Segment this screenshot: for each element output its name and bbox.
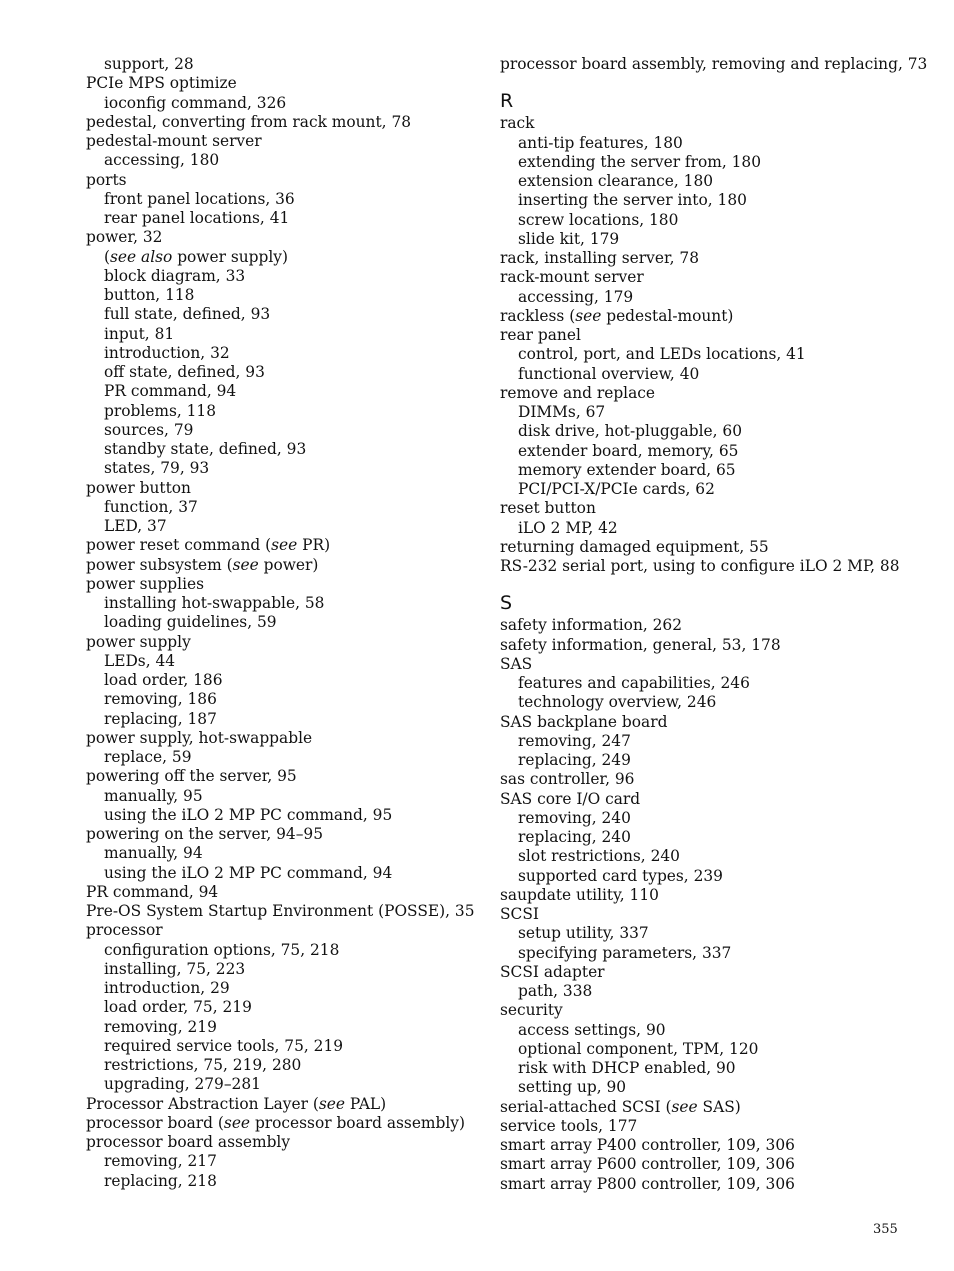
entry-text: using the iLO 2 MP PC command, 95 xyxy=(104,805,393,824)
entry-text: rackless ( xyxy=(500,306,576,325)
index-entry xyxy=(500,770,920,789)
entry-text: processor board assembly) xyxy=(250,1113,465,1132)
index-subentry xyxy=(86,151,486,170)
entry-text: control, port, and LEDs locations, 41 xyxy=(518,345,806,364)
entry-text: processor board assembly, removing and replacing, 73 xyxy=(500,55,928,73)
index-subentry xyxy=(500,153,920,172)
index-entry xyxy=(86,825,486,844)
entry-text: specifying parameters, 337 xyxy=(518,943,732,962)
index-subentry xyxy=(86,498,486,517)
index-subentry xyxy=(86,864,486,883)
index-entry xyxy=(86,556,486,575)
index-entry xyxy=(500,790,920,809)
entry-text: anti-tip features, 180 xyxy=(518,133,683,152)
index-subentry xyxy=(86,305,486,324)
index-subentry xyxy=(86,344,486,363)
entry-text: power subsystem ( xyxy=(86,555,233,574)
index-entry xyxy=(500,268,920,287)
page-number: 355 xyxy=(873,1222,898,1237)
index-subentry xyxy=(500,982,920,1001)
index-entry xyxy=(500,384,920,403)
entry-text: access settings, 90 xyxy=(518,1020,666,1039)
index-subentry xyxy=(500,519,920,538)
index-subentry xyxy=(500,751,920,770)
entry-text: power supply) xyxy=(172,247,288,266)
entry-text: powering on the server, 94–95 xyxy=(86,825,323,843)
index-subentry xyxy=(86,613,486,632)
entry-text: configuration options, 75, 218 xyxy=(104,940,340,959)
entry-text: problems, 118 xyxy=(104,401,217,420)
entry-text: risk with DHCP enabled, 90 xyxy=(518,1059,736,1077)
entry-text: technology overview, 246 xyxy=(518,693,717,712)
entry-text: rear panel locations, 41 xyxy=(104,209,290,227)
entry-text: powering off the server, 95 xyxy=(86,767,297,786)
index-subentry xyxy=(86,286,486,305)
entry-text: loading guidelines, 59 xyxy=(104,613,277,632)
entry-text: reset button xyxy=(500,499,596,518)
index-subentry xyxy=(500,230,920,249)
index-subentry xyxy=(500,693,920,712)
entry-text: function, 37 xyxy=(104,497,198,516)
entry-text: processor board assembly xyxy=(86,1133,291,1151)
index-entry xyxy=(86,575,486,594)
entry-text: input, 81 xyxy=(104,324,175,343)
index-subentry xyxy=(500,1078,920,1097)
entry-text: setting up, 90 xyxy=(518,1078,627,1097)
index-subentry xyxy=(86,806,486,825)
entry-text: load order, 75, 219 xyxy=(104,998,252,1017)
entry-text: PCIe MPS optimize xyxy=(86,74,237,93)
index-entry xyxy=(86,132,486,151)
entry-text: functional overview, 40 xyxy=(518,364,700,383)
entry-text: path, 338 xyxy=(518,982,593,1000)
entry-text: ( xyxy=(104,247,111,266)
index-entry xyxy=(86,633,486,652)
entry-text: replacing, 218 xyxy=(104,1171,217,1190)
entry-text: SCSI xyxy=(500,905,539,923)
entry-text: manually, 94 xyxy=(104,844,203,863)
index-subentry xyxy=(86,55,486,74)
index-subentry xyxy=(86,979,486,998)
entry-text: removing, 219 xyxy=(104,1017,217,1036)
entry-text: LEDs, 44 xyxy=(104,651,176,670)
index-entry xyxy=(500,616,920,635)
entry-text: RS-232 serial port, using to configure iLO 2 MP, 88 xyxy=(500,557,900,575)
cross-reference-word: see xyxy=(223,1113,251,1132)
entry-text: introduction, 29 xyxy=(104,979,230,997)
entry-text: front panel locations, 36 xyxy=(104,189,295,208)
index-subentry xyxy=(500,134,920,153)
index-subentry xyxy=(500,867,920,886)
index-subentry xyxy=(500,288,920,307)
index-entry xyxy=(500,713,920,732)
entry-text: sas controller, 96 xyxy=(500,770,635,789)
entry-text: installing hot-swappable, 58 xyxy=(104,594,325,612)
index-subentry xyxy=(86,517,486,536)
index-subentry xyxy=(500,732,920,751)
entry-text: replacing, 187 xyxy=(104,709,217,728)
entry-text: introduction, 32 xyxy=(104,343,230,362)
entry-text: load order, 186 xyxy=(104,671,223,689)
entry-text: DIMMs, 67 xyxy=(518,403,606,421)
index-entry xyxy=(86,921,486,940)
entry-text: power supplies xyxy=(86,574,205,593)
entry-text: PR command, 94 xyxy=(86,882,219,901)
entry-text: power, 32 xyxy=(86,228,163,247)
entry-text: removing, 247 xyxy=(518,731,631,750)
entry-text: smart array P800 controller, 109, 306 xyxy=(500,1174,795,1193)
entry-text: replace, 59 xyxy=(104,748,192,766)
index-entry xyxy=(500,499,920,518)
entry-text: installing, 75, 223 xyxy=(104,959,246,978)
cross-reference-word: see xyxy=(671,1097,698,1116)
index-subentry xyxy=(86,459,486,478)
index-entry xyxy=(86,767,486,786)
index-entry xyxy=(500,905,920,924)
index-subentry xyxy=(500,1040,920,1059)
index-subentry xyxy=(500,1059,920,1078)
entry-text: extender board, memory, 65 xyxy=(518,441,739,460)
entry-text: restrictions, 75, 219, 280 xyxy=(104,1056,302,1074)
index-entry xyxy=(86,883,486,902)
index-entry xyxy=(500,114,920,133)
index-entry xyxy=(86,113,486,132)
entry-text: removing, 240 xyxy=(518,808,631,827)
index-subentry xyxy=(86,421,486,440)
index-entry xyxy=(500,886,920,905)
entry-text: Pre-OS System Startup Environment (POSSE), 35 xyxy=(86,902,475,920)
index-subentry xyxy=(500,211,920,230)
index-subentry xyxy=(500,191,920,210)
index-subentry xyxy=(86,1037,486,1056)
entry-text: ioconfig command, 326 xyxy=(104,93,287,112)
entry-text: SAS xyxy=(500,654,533,673)
entry-text: button, 118 xyxy=(104,286,195,304)
index-entry xyxy=(500,963,920,982)
index-entry xyxy=(86,1114,486,1133)
entry-text: slot restrictions, 240 xyxy=(518,847,680,866)
section-letter: S xyxy=(500,592,513,615)
entry-text: full state, defined, 93 xyxy=(104,305,271,324)
index-subentry xyxy=(500,924,920,943)
index-subentry xyxy=(500,345,920,364)
entry-text: upgrading, 279–281 xyxy=(104,1075,261,1094)
entry-text: accessing, 179 xyxy=(518,287,634,306)
index-subentry xyxy=(86,998,486,1017)
entry-text: off state, defined, 93 xyxy=(104,363,265,381)
entry-text: inserting the server into, 180 xyxy=(518,191,747,210)
entry-text: support, 28 xyxy=(104,55,194,73)
index-entry xyxy=(500,655,920,674)
cross-reference-word: see also xyxy=(110,247,173,266)
entry-text: SAS backplane board xyxy=(500,712,668,731)
entry-text: saupdate utility, 110 xyxy=(500,885,659,904)
entry-text: features and capabilities, 246 xyxy=(518,674,750,692)
index-subentry xyxy=(86,594,486,613)
entry-text: processor board ( xyxy=(86,1113,224,1132)
index-entry xyxy=(500,326,920,345)
entry-text: remove and replace xyxy=(500,383,655,402)
index-subentry xyxy=(86,748,486,767)
index-subentry xyxy=(86,671,486,690)
entry-text: optional component, TPM, 120 xyxy=(518,1039,759,1058)
index-entry xyxy=(86,729,486,748)
entry-text: disk drive, hot-pluggable, 60 xyxy=(518,422,742,441)
index-subentry xyxy=(86,248,486,267)
index-entry xyxy=(500,1175,920,1194)
index-entry xyxy=(86,74,486,93)
index-subentry xyxy=(86,960,486,979)
entry-text: replacing, 249 xyxy=(518,751,631,769)
index-entry xyxy=(86,171,486,190)
cross-reference-word: see xyxy=(575,306,602,325)
index-subentry xyxy=(500,809,920,828)
entry-text: smart array P400 controller, 109, 306 xyxy=(500,1136,795,1154)
entry-text: power) xyxy=(258,555,319,574)
entry-text: setup utility, 337 xyxy=(518,924,649,943)
index-subentry xyxy=(86,941,486,960)
entry-text: LED, 37 xyxy=(104,517,167,535)
entry-text: memory extender board, 65 xyxy=(518,460,736,479)
entry-text: using the iLO 2 MP PC command, 94 xyxy=(104,863,393,882)
index-subentry xyxy=(500,365,920,384)
entry-text: ports xyxy=(86,170,127,189)
index-column-left xyxy=(86,55,486,1191)
entry-text: PCI/PCI-X/PCIe cards, 62 xyxy=(518,480,715,498)
entry-text: block diagram, 33 xyxy=(104,266,246,285)
entry-text: pedestal-mount) xyxy=(601,306,734,325)
entry-text: safety information, general, 53, 178 xyxy=(500,635,781,654)
index-subentry xyxy=(86,787,486,806)
entry-text: sources, 79 xyxy=(104,420,194,439)
index-subentry xyxy=(86,652,486,671)
index-subentry xyxy=(86,710,486,729)
index-subentry xyxy=(500,403,920,422)
entry-text: removing, 217 xyxy=(104,1152,217,1171)
index-subentry xyxy=(500,1021,920,1040)
entry-text: supported card types, 239 xyxy=(518,866,723,885)
index-entry xyxy=(500,1001,920,1020)
index-subentry xyxy=(86,440,486,459)
entry-text: SAS core I/O card xyxy=(500,789,641,808)
index-entry xyxy=(500,307,920,326)
entry-text: processor xyxy=(86,921,163,940)
entry-text: pedestal-mount server xyxy=(86,132,262,150)
index-subentry xyxy=(500,480,920,499)
entry-text: power supply, hot-swappable xyxy=(86,728,313,747)
entry-text: SCSI adapter xyxy=(500,962,605,981)
index-entry xyxy=(500,636,920,655)
entry-text: rack, installing server, 78 xyxy=(500,249,699,267)
index-entry xyxy=(500,538,920,557)
index-subentry xyxy=(86,690,486,709)
index-subentry xyxy=(86,209,486,228)
index-subentry xyxy=(86,94,486,113)
cross-reference-word: see xyxy=(232,555,259,574)
index-subentry xyxy=(86,1018,486,1037)
entry-text: extending the server from, 180 xyxy=(518,152,762,171)
index-subentry xyxy=(86,382,486,401)
index-subentry xyxy=(86,844,486,863)
entry-text: Processor Abstraction Layer ( xyxy=(86,1094,319,1113)
entry-text: security xyxy=(500,1001,563,1020)
index-subentry xyxy=(500,442,920,461)
index-subentry xyxy=(86,1152,486,1171)
entry-text: slide kit, 179 xyxy=(518,229,620,248)
index-subentry xyxy=(86,402,486,421)
index-column-right xyxy=(500,55,928,1194)
entry-text: accessing, 180 xyxy=(104,151,220,170)
entry-text: rack xyxy=(500,114,535,133)
entry-text: power button xyxy=(86,478,191,497)
index-entry xyxy=(86,228,486,247)
section-letter: R xyxy=(500,90,514,113)
index-entry xyxy=(86,1133,486,1152)
index-entry xyxy=(500,1136,920,1155)
index-subentry xyxy=(86,1056,486,1075)
index-entry xyxy=(86,1095,486,1114)
entry-text: returning damaged equipment, 55 xyxy=(500,537,769,556)
index-entry xyxy=(500,1098,920,1117)
entry-text: smart array P600 controller, 109, 306 xyxy=(500,1155,795,1174)
entry-text: screw locations, 180 xyxy=(518,210,679,229)
entry-text: power supply xyxy=(86,632,191,651)
entry-text: power reset command ( xyxy=(86,536,272,555)
index-subentry xyxy=(500,674,920,693)
index-entry xyxy=(500,55,928,74)
entry-text: extension clearance, 180 xyxy=(518,172,714,190)
index-entry xyxy=(86,479,486,498)
cross-reference-word: see xyxy=(271,536,298,555)
index-entry xyxy=(500,557,920,576)
index-subentry xyxy=(86,363,486,382)
entry-text: standby state, defined, 93 xyxy=(104,440,307,458)
index-subentry xyxy=(86,267,486,286)
index-subentry xyxy=(500,172,920,191)
entry-text: PR command, 94 xyxy=(104,382,237,401)
index-entry xyxy=(500,249,920,268)
entry-text: removing, 186 xyxy=(104,690,217,709)
entry-text: replacing, 240 xyxy=(518,828,631,846)
entry-text: rear panel xyxy=(500,326,581,344)
entry-text: SAS) xyxy=(697,1097,741,1116)
index-subentry xyxy=(86,1172,486,1191)
entry-text: manually, 95 xyxy=(104,786,203,805)
index-entry xyxy=(500,1117,920,1136)
entry-text: PAL) xyxy=(344,1094,387,1113)
entry-text: service tools, 177 xyxy=(500,1116,638,1135)
entry-text: pedestal, converting from rack mount, 78 xyxy=(86,112,412,131)
entry-text: rack-mount server xyxy=(500,268,644,287)
index-subentry xyxy=(86,190,486,209)
index-entry xyxy=(86,536,486,555)
entry-text: required service tools, 75, 219 xyxy=(104,1036,344,1055)
index-subentry xyxy=(86,1075,486,1094)
entry-text: iLO 2 MP, 42 xyxy=(518,518,618,537)
entry-text: PR) xyxy=(297,536,331,555)
index-subentry xyxy=(500,828,920,847)
entry-text: states, 79, 93 xyxy=(104,459,210,478)
index-subentry xyxy=(500,422,920,441)
index-subentry xyxy=(86,325,486,344)
index-entry xyxy=(500,1155,920,1174)
entry-text: safety information, 262 xyxy=(500,616,683,635)
index-entry xyxy=(86,902,486,921)
index-subentry xyxy=(500,847,920,866)
index-subentry xyxy=(500,461,920,480)
cross-reference-word: see xyxy=(318,1094,345,1113)
entry-text: serial-attached SCSI ( xyxy=(500,1097,672,1116)
index-subentry xyxy=(500,944,920,963)
